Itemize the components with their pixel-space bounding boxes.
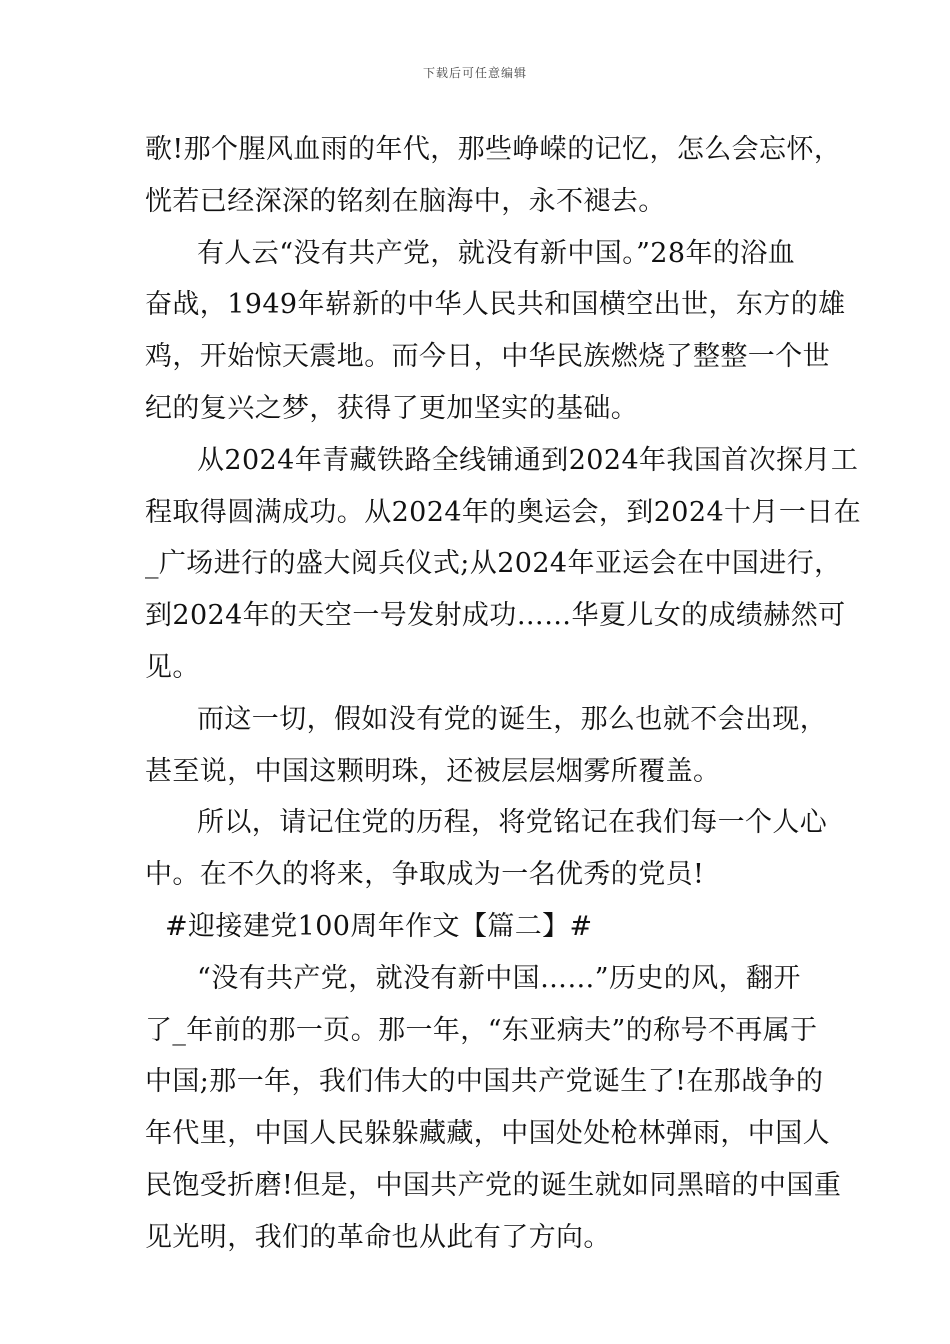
text-line: 年代里，中国人民躲躲藏藏，中国处处枪林弹雨，中国人 xyxy=(145,1118,830,1150)
text-line: 民饱受折磨!但是，中国共产党的诞生就如同黑暗的中国重 xyxy=(145,1169,842,1201)
text-line: 恍若已经深深的铭刻在脑海中，永不褪去。 xyxy=(145,185,666,217)
text-line: 见。 xyxy=(145,651,200,683)
paragraph-start-line: “没有共产党，就没有新中国……”历史的风，翻开 xyxy=(197,962,801,994)
text-line: 了_年前的那一页。那一年，“东亚病夫”的称号不再属于 xyxy=(145,1014,818,1046)
paragraph-start-line: 所以，请记住党的历程，将党铭记在我们每一个人心 xyxy=(197,807,828,839)
text-line: 程取得圆满成功。从2024年的奥运会，到2024十月一日在 xyxy=(145,496,862,528)
paragraph-start-line: 而这一切，假如没有党的诞生，那么也就不会出现， xyxy=(197,703,828,735)
paragraph-start-line: 有人云“没有共产党，就没有新中国。”28年的浴血 xyxy=(197,237,796,269)
page-header-note: 下载后可任意编辑 xyxy=(422,66,527,80)
text-line: 中国;那一年，我们伟大的中国共产党诞生了!在那战争的 xyxy=(145,1066,824,1098)
paragraph-start-line: 从2024年青藏铁路全线铺通到2024年我国首次探月工 xyxy=(197,444,859,476)
text-line: 见光明，我们的革命也从此有了方向。 xyxy=(145,1221,611,1253)
text-line: 奋战，1949年崭新的中华人民共和国横空出世，东方的雄 xyxy=(145,289,846,321)
text-line: 鸡，开始惊天震地。而今日，中华民族燃烧了整整一个世 xyxy=(145,341,830,373)
section-heading: #迎接建党100周年作文【篇二】# xyxy=(165,910,593,942)
text-line: 歌!那个腥风血雨的年代，那些峥嵘的记忆，怎么会忘怀， xyxy=(145,134,842,165)
text-line: 甚至说，中国这颗明珠，还被层层烟雾所覆盖。 xyxy=(145,755,721,787)
text-line: 中。在不久的将来，争取成为一名优秀的党员! xyxy=(145,859,705,891)
text-line: _广场进行的盛大阅兵仪式;从2024年亚运会在中国进行， xyxy=(145,548,842,580)
text-line: 纪的复兴之梦，获得了更加坚实的基础。 xyxy=(145,392,639,424)
document-body xyxy=(145,124,862,1264)
text-line: 到2024年的天空一号发射成功……华夏儿女的成绩赫然可 xyxy=(145,600,846,632)
